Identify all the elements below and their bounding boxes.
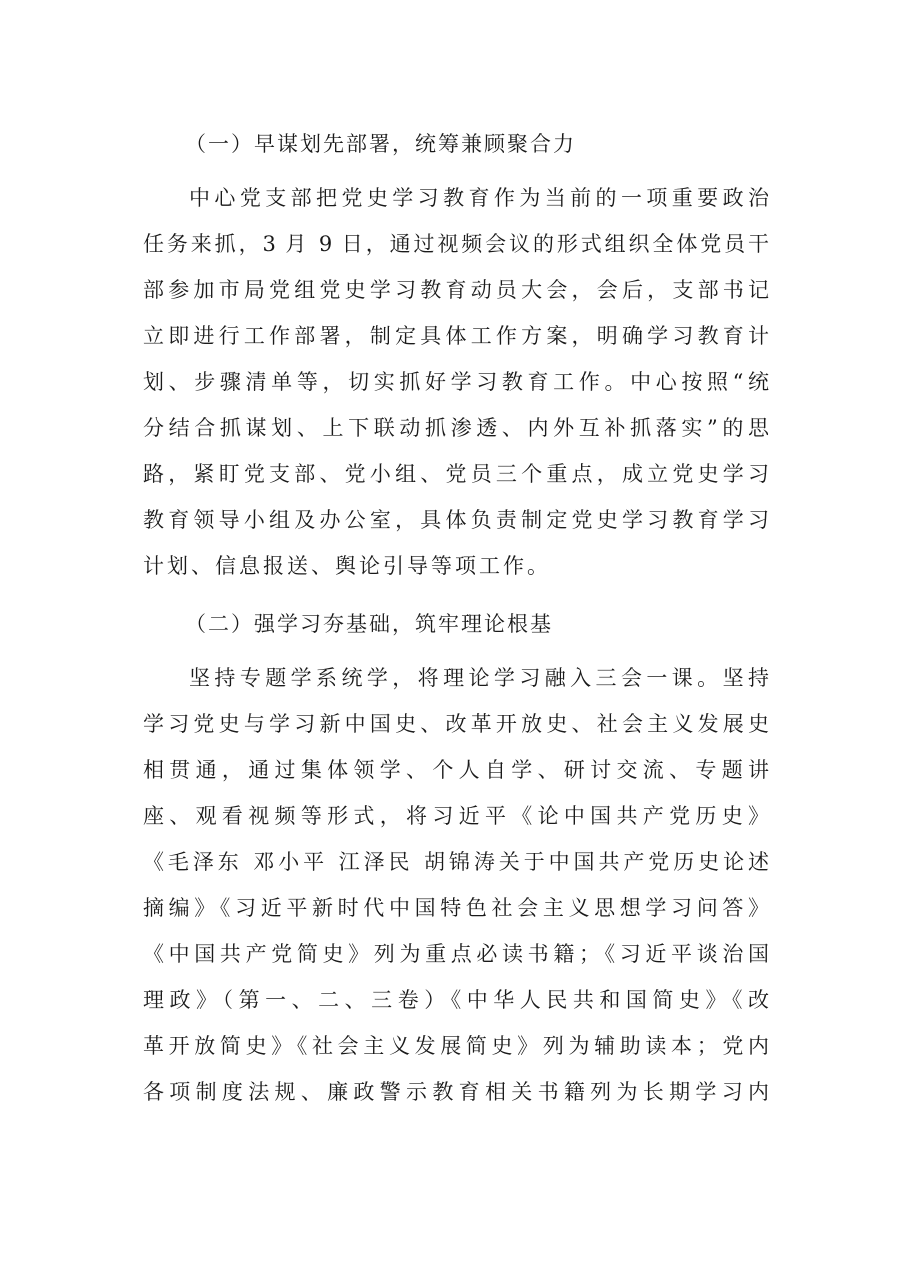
paragraph-line: 任务来抓，3 月 9 日，通过视频会议的形式组织全体党员干 (143, 232, 769, 256)
paragraph-line: 理政》（第一、二、三卷）《中华人民共和国简史》《改 (143, 988, 769, 1012)
paragraph-line: 划、步骤清单等，切实抓好学习教育工作。中心按照“统 (143, 370, 769, 394)
section-paragraph-2 (143, 655, 769, 1115)
paragraph-line: 《毛泽东 邓小平 江泽民 胡锦涛关于中国共产党历史论述 (143, 850, 769, 874)
paragraph-line: 各项制度法规、廉政警示教育相关书籍列为长期学习内 (143, 1080, 769, 1104)
paragraph-line: 计划、信息报送、舆论引导等项工作。 (143, 554, 551, 578)
paragraph-line: 座、观看视频等形式，将习近平《论中国共产党历史》 (143, 804, 769, 828)
paragraph-line: 《中国共产党简史》列为重点必读书籍；《习近平谈治国 (143, 942, 769, 966)
paragraph-line: 学习党史与学习新中国史、改革开放史、社会主义发展史 (143, 712, 769, 736)
section-heading-1: （一）早谋划先部署，统筹兼顾聚合力 (185, 132, 576, 156)
section-paragraph-1 (143, 175, 769, 589)
paragraph-line: 中心党支部把党史学习教育作为当前的一项重要政治 (189, 186, 769, 210)
paragraph-line: 分结合抓谋划、上下联动抓渗透、内外互补抓落实”的思 (143, 416, 769, 440)
section-heading-2: （二）强学习夯基础，筑牢理论根基 (185, 612, 553, 636)
paragraph-line: 革开放简史》《社会主义发展简史》列为辅助读本；党内 (143, 1034, 769, 1058)
paragraph-line: 坚持专题学系统学，将理论学习融入三会一课。坚持 (189, 666, 769, 690)
paragraph-line: 教育领导小组及办公室，具体负责制定党史学习教育学习 (143, 508, 769, 532)
paragraph-line: 部参加市局党组党史学习教育动员大会，会后，支部书记 (143, 278, 769, 302)
document-page (143, 117, 769, 1115)
paragraph-line: 立即进行工作部署，制定具体工作方案，明确学习教育计 (143, 324, 769, 348)
paragraph-line: 摘编》《习近平新时代中国特色社会主义思想学习问答》 (143, 896, 769, 920)
paragraph-line: 相贯通，通过集体领学、个人自学、研讨交流、专题讲 (143, 758, 769, 782)
paragraph-line: 路，紧盯党支部、党小组、党员三个重点，成立党史学习 (143, 462, 769, 486)
